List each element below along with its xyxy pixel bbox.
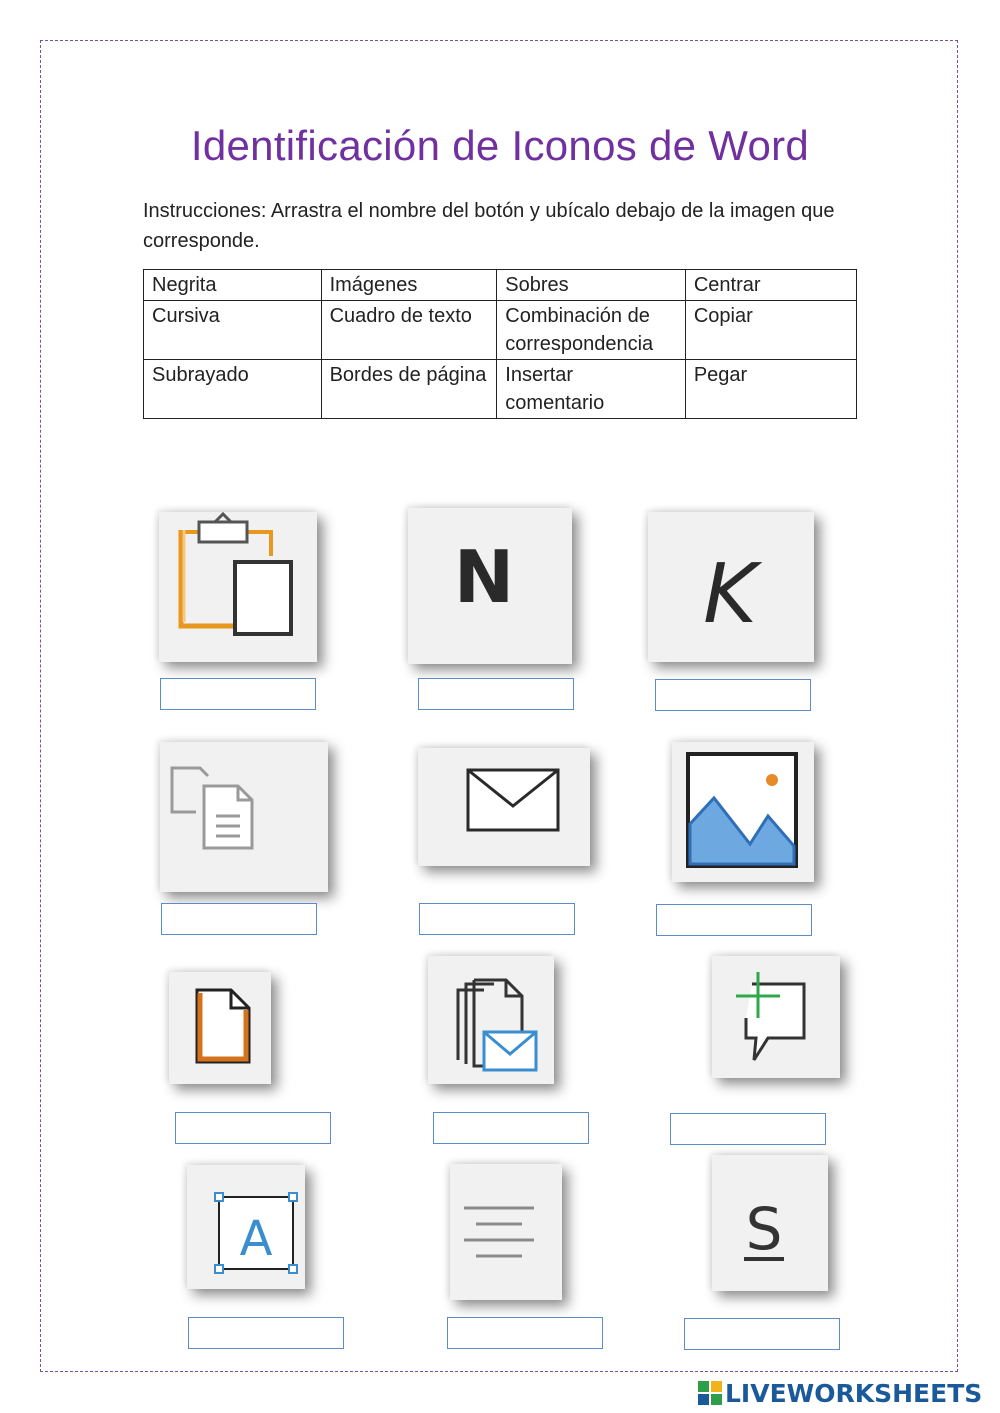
answer-box[interactable] xyxy=(419,903,575,935)
italic-icon-tile xyxy=(648,512,814,662)
bold-icon-tile xyxy=(408,508,572,664)
answer-box[interactable] xyxy=(161,903,317,935)
brand-text: LIVEWORKSHEETS xyxy=(725,1378,983,1408)
table-cell[interactable]: Bordes de página xyxy=(321,360,497,419)
page-borders-icon xyxy=(169,972,271,1084)
answer-box[interactable] xyxy=(447,1317,603,1349)
table-cell[interactable]: Sobres xyxy=(497,270,686,301)
text-box-icon xyxy=(187,1165,305,1289)
table-cell[interactable]: Subrayado xyxy=(144,360,322,419)
picture-icon xyxy=(672,742,814,882)
worksheet-title: Identificación de Iconos de Word xyxy=(190,122,810,169)
table-row xyxy=(144,360,857,419)
insert-comment-icon xyxy=(712,956,840,1078)
envelope-icon xyxy=(418,748,590,866)
answer-box[interactable] xyxy=(656,904,812,936)
table-row xyxy=(144,301,857,360)
answer-box[interactable] xyxy=(433,1112,589,1144)
answer-box[interactable] xyxy=(670,1113,826,1145)
envelope-icon-tile xyxy=(418,748,590,866)
text-box-glyph: A xyxy=(239,1211,273,1267)
table-cell[interactable]: Cursiva xyxy=(144,301,322,360)
table-cell[interactable]: Imágenes xyxy=(321,270,497,301)
copy-icon xyxy=(160,742,328,892)
underline-glyph: S xyxy=(745,1195,783,1263)
answer-box[interactable] xyxy=(160,678,316,710)
table-cell[interactable]: Copiar xyxy=(685,301,856,360)
names-table xyxy=(143,269,857,419)
table-cell[interactable]: Negrita xyxy=(144,270,322,301)
bold-glyph: N xyxy=(453,535,515,619)
picture-icon-tile xyxy=(672,742,814,882)
answer-box[interactable] xyxy=(684,1318,840,1350)
answer-box[interactable] xyxy=(418,678,574,710)
answer-box[interactable] xyxy=(175,1112,331,1144)
center-align-icon xyxy=(450,1164,562,1300)
answer-box[interactable] xyxy=(655,679,811,711)
insert-comment-icon-tile xyxy=(712,956,840,1078)
italic-icon xyxy=(648,512,814,662)
table-cell[interactable]: Insertar comentario xyxy=(497,360,686,419)
paste-icon xyxy=(159,512,317,662)
italic-glyph: K xyxy=(703,547,757,642)
mail-merge-icon xyxy=(428,956,554,1084)
page-borders-icon-tile xyxy=(169,972,271,1084)
answer-box[interactable] xyxy=(188,1317,344,1349)
table-cell[interactable]: Centrar xyxy=(685,270,856,301)
table-cell[interactable]: Cuadro de texto xyxy=(321,301,497,360)
text-box-icon-tile xyxy=(187,1165,305,1289)
liveworksheets-logo-icon xyxy=(697,1380,723,1406)
instructions-text: Instrucciones: Arrastra el nombre del botón y ubícalo debajo de la imagen que corresponde. xyxy=(143,200,835,252)
liveworksheets-logo xyxy=(697,1377,982,1409)
table-cell[interactable]: Combinación de correspondencia xyxy=(497,301,686,360)
paste-icon-tile xyxy=(159,512,317,662)
mail-merge-icon-tile xyxy=(428,956,554,1084)
underline-icon xyxy=(712,1155,828,1291)
bold-icon xyxy=(408,508,572,664)
table-row xyxy=(144,270,857,301)
underline-icon-tile xyxy=(712,1155,828,1291)
copy-icon-tile xyxy=(160,742,328,892)
table-cell[interactable]: Pegar xyxy=(685,360,856,419)
center-align-icon-tile xyxy=(450,1164,562,1300)
